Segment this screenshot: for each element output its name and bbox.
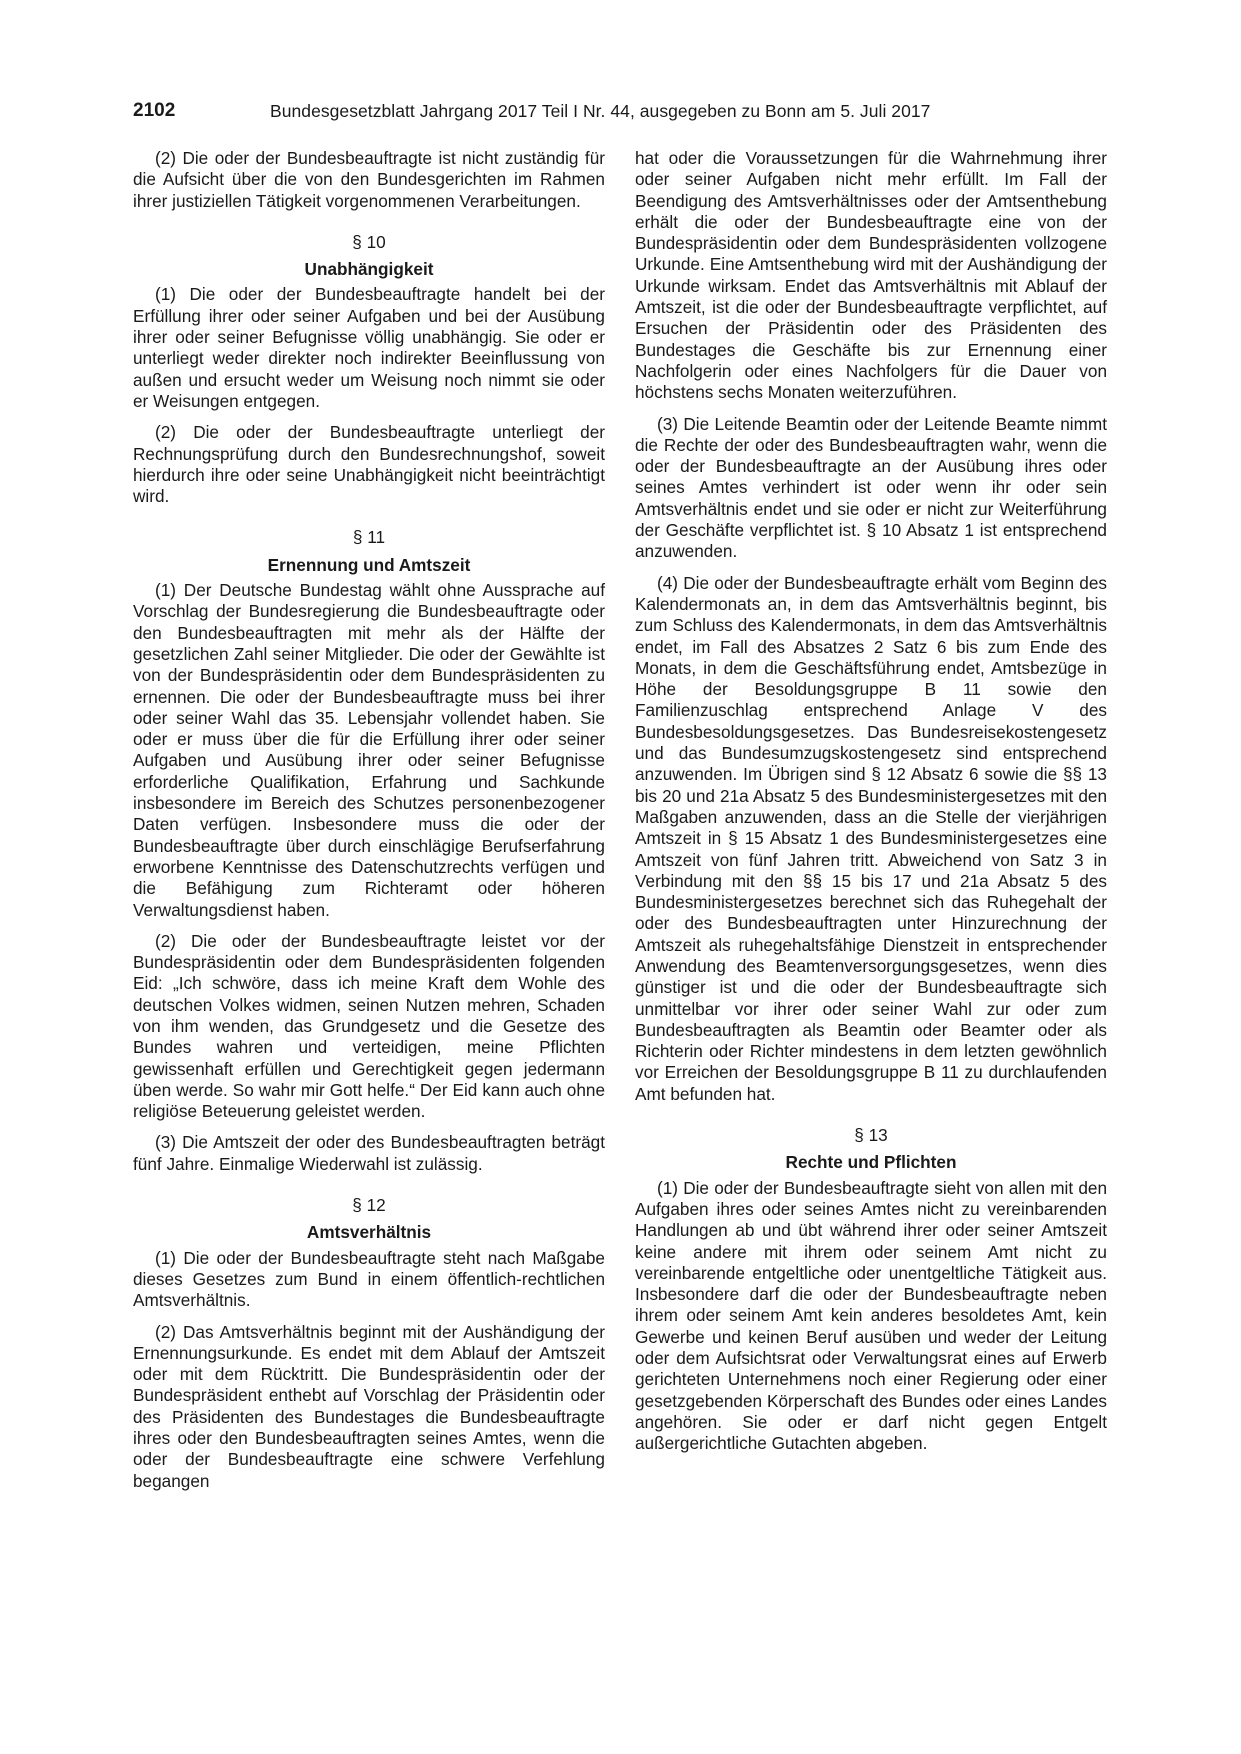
right-column: [635, 148, 1107, 1465]
section-number: § 11: [352, 527, 386, 548]
section-title: Ernennung und Amtszeit: [267, 554, 471, 575]
left-column: [133, 148, 605, 1502]
section-number: § 13: [854, 1125, 888, 1146]
paragraph: (2) Die oder der Bundesbeauftragte unterliegt der Rechnungsprüfung durch den Bundesrechnungshof, soweit hierdurch ihre oder seine Unabhängigkeit nicht beeinträchtigt wird.: [133, 422, 605, 507]
section-title: Amtsverhältnis: [306, 1222, 432, 1243]
section-title: Rechte und Pflichten: [785, 1152, 957, 1173]
paragraph: (3) Die Amtszeit der oder des Bundesbeauftragten beträgt fünf Jahre. Einmalige Wiederwahl ist zulässig.: [133, 1132, 605, 1174]
paragraph: (2) Das Amtsverhältnis beginnt mit der Aushändigung der Ernennungsurkunde. Es endet mit dem Ablauf der Amtszeit oder mit dem Rücktritt. Die Bundespräsidentin oder der Bundespräsident enthebt auf Vorschlag der Präsidentin oder des Präsidenten des Bundestages die Bundesbeauftragte ihres oder den Bundesbeauftragten seines Amtes, wenn die oder der Bundesbeauftragte eine schwere Verfehlung begangen: [133, 1321, 605, 1491]
running-head: Bundesgesetzblatt Jahrgang 2017 Teil I Nr. 44, ausgegeben zu Bonn am 5. Juli 2017: [270, 101, 931, 121]
paragraph: (1) Die oder der Bundesbeauftragte handelt bei der Erfüllung ihrer oder seiner Aufgaben und bei der Ausübung ihrer oder seiner Befugnisse völlig unabhängig. Sie oder er unterliegt weder direkter noch indirekter Beeinflussung von außen und ersucht weder um Weisung noch nimmt sie oder er Weisungen entgegen.: [133, 284, 605, 411]
section-title: Unabhängigkeit: [304, 259, 434, 280]
page-header: [133, 100, 1113, 126]
paragraph: (1) Die oder der Bundesbeauftragte sieht von allen mit den Aufgaben ihres oder seines Amtes nicht zu vereinbarenden Handlungen ab und übt während ihrer oder seiner Amtszeit keine andere mit ihrem oder seinem Amt nicht zu vereinbarende entgeltliche oder unentgeltliche Tätigkeit aus. Insbesondere darf die oder der Bundesbeauftragte neben ihrem oder seinem Amt kein anderes besoldetes Amt, kein Gewerbe und keinen Beruf ausüben und weder der Leitung oder dem Aufsichtsrat oder Verwaltungsrat eines auf Erwerb gerichteten Unternehmens noch einer Regierung oder einer gesetzgebenden Körperschaft des Bundes oder eines Landes angehören. Sie oder er darf nicht gegen Entgelt außergerichtliche Gutachten abgeben.: [635, 1177, 1107, 1454]
paragraph: (1) Der Deutsche Bundestag wählt ohne Aussprache auf Vorschlag der Bundesregierung die Bundesbeauftragte oder den Bundesbeauftragten mit mehr als der Hälfte der gesetzlichen Zahl seiner Mitglieder. Die oder der Gewählte ist von der Bundespräsidentin oder dem Bundespräsidenten zu ernennen. Die oder der Bundesbeauftragte muss bei ihrer oder seiner Wahl das 35. Lebensjahr vollendet haben. Sie oder er muss über die für die Erfüllung ihrer oder seiner Aufgaben und Ausübung ihrer oder seiner Befugnisse erforderliche Qualifikation, Erfahrung und Sachkunde insbesondere im Bereich des Schutzes personenbezogener Daten verfügen. Insbesondere muss die oder der Bundesbeauftragte über durch einschlägige Berufserfahrung erworbene Kenntnisse des Datenschutzrechts verfügen und die Befähigung zum Richteramt oder höheren Verwaltungsdienst haben.: [133, 580, 605, 920]
paragraph: (3) Die Leitende Beamtin oder der Leitende Beamte nimmt die Rechte der oder des Bundesbeauftragten wahr, wenn die oder der Bundesbeauftragte an der Ausübung ihres oder seines Amtes verhindert ist oder wenn ihr oder sein Amtsverhältnis endet und sie oder er nicht zur Weiterführung der Geschäfte verpflichtet ist. § 10 Absatz 1 ist entsprechend anzuwenden.: [635, 413, 1107, 562]
page-number: 2102: [133, 100, 176, 121]
paragraph: (4) Die oder der Bundesbeauftragte erhält vom Beginn des Kalendermonats an, in dem das Amtsverhältnis beginnt, bis zum Schluss des Kalendermonats, in dem das Amtsverhältnis endet, im Fall des Absatzes 2 Satz 6 bis zum Ende des Monats, in dem die Geschäftsführung endet, Amtsbezüge in Höhe der Besoldungsgruppe B 11 sowie den Familienzuschlag entsprechend Anlage V des Bundesbesoldungsgesetzes. Das Bundesreisekostengesetz und das Bundesumzugskostengesetz sind entsprechend anzuwenden. Im Übrigen sind § 12 Absatz 6 sowie die §§ 13 bis 20 und 21a Absatz 5 des Bundesministergesetzes mit den Maßgaben anzuwenden, dass an die Stelle der vierjährigen Amtszeit in § 15 Absatz 1 des Bundesministergesetzes eine Amtszeit von fünf Jahren tritt. Abweichend von Satz 3 in Verbindung mit den §§ 15 bis 17 und 21a Absatz 5 des Bundesministergesetzes berechnet sich das Ruhegehalt der oder des Bundesbeauftragten unter Hinzurechnung der Amtszeit als ruhegehaltsfähige Dienstzeit in entsprechender Anwendung des Beamtenversorgungsgesetzes, wenn dies günstiger ist und die oder der Bundesbeauftragte sich unmittelbar vor ihrer oder seiner Wahl zur oder zum Bundesbeauftragten als Beamtin oder Beamter oder als Richterin oder Richter mindestens in dem letzten gewöhnlich vor Erreichen der Besoldungsgruppe B 11 zu durchlaufenden Amt befunden hat.: [635, 572, 1107, 1104]
paragraph: (2) Die oder der Bundesbeauftragte leistet vor der Bundespräsidentin oder dem Bundespräsidenten folgenden Eid: „Ich schwöre, dass ich meine Kraft dem Wohle des deutschen Volkes widmen, seinen Nutzen mehren, Schaden von ihm wenden, das Grundgesetz und die Gesetze des Bundes wahren und verteidigen, meine Pflichten gewissenhaft erfüllen und Gerechtigkeit gegen jedermann üben werde. So wahr mir Gott helfe.“ Der Eid kann auch ohne religiöse Beteuerung geleistet werden.: [133, 930, 605, 1122]
paragraph: (2) Die oder der Bundesbeauftragte ist nicht zuständig für die Aufsicht über die von den Bundesgerichten im Rahmen ihrer justiziellen Tätigkeit vorgenommenen Verarbeitungen.: [133, 148, 605, 211]
paragraph-continuation: hat oder die Voraussetzungen für die Wahrnehmung ihrer oder seiner Aufgaben nicht mehr erfüllt. Im Fall der Beendigung des Amtsverhältnisses oder der Amtsenthebung erhält die oder der Bundesbeauftragte eine von der Bundespräsidentin oder dem Bundespräsidenten vollzogene Urkunde. Eine Amtsenthebung wird mit der Aushändigung der Urkunde wirksam. Endet das Amtsverhältnis mit Ablauf der Amtszeit, ist die oder der Bundesbeauftragte verpflichtet, auf Ersuchen der Präsidentin oder des Präsidenten des Bundestages die Geschäfte bis zur Ernennung einer Nachfolgerin oder eines Nachfolgers für die Dauer von höchstens sechs Monaten weiterzuführen.: [635, 148, 1107, 403]
section-number: § 10: [352, 231, 386, 252]
section-number: § 12: [352, 1195, 386, 1216]
paragraph: (1) Die oder der Bundesbeauftragte steht nach Maßgabe dieses Gesetzes zum Bund in einem öffentlich-rechtlichen Amtsverhältnis.: [133, 1247, 605, 1311]
